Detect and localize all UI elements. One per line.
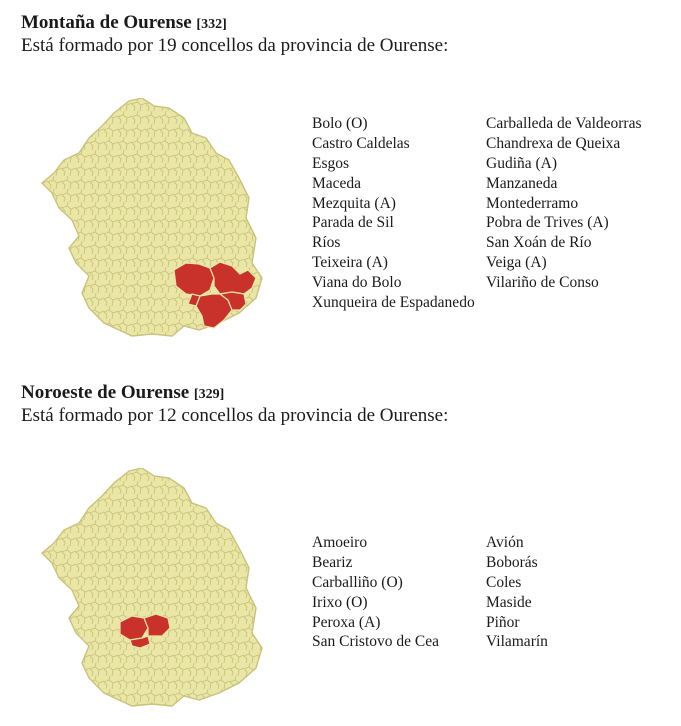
list-item: Maceda	[312, 174, 362, 192]
list-item: Mezquita (A)	[312, 194, 396, 212]
section-title-text: Montaña de Ourense	[21, 12, 192, 33]
section-count: [332]	[196, 17, 227, 32]
list-item: Gudiña (A)	[486, 154, 558, 172]
list-item: Maside	[486, 593, 532, 611]
section-noroeste-ourense	[21, 382, 671, 722]
list-item: Parada de Sil	[312, 214, 394, 232]
section-title-text: Noroeste de Ourense	[21, 382, 190, 403]
list-item: Carballiño (O)	[312, 573, 403, 591]
list-item: Pobra de Trives (A)	[486, 214, 609, 232]
section-description: Está formado por 12 concellos da provincia de Ourense:	[21, 405, 449, 426]
section-description: Está formado por 19 concellos da provincia de Ourense:	[21, 35, 449, 56]
galicia-map	[34, 468, 264, 708]
list-item: Chandrexa de Queixa	[486, 134, 621, 152]
list-item: Coles	[486, 573, 522, 591]
list-item: Vilamarín	[486, 633, 548, 651]
list-item: Avión	[486, 534, 524, 551]
galicia-map	[34, 98, 264, 338]
list-item: Esgos	[312, 154, 350, 172]
list-item: Boborás	[486, 553, 538, 571]
list-column-1	[312, 533, 439, 652]
list-item: Peroxa (A)	[312, 613, 381, 631]
list-item: Piñor	[486, 613, 520, 631]
section-title	[21, 12, 227, 36]
list-column-1	[312, 114, 475, 313]
list-item: San Xoán de Río	[486, 234, 592, 252]
list-item: Bolo (O)	[312, 115, 368, 132]
list-item: Ríos	[312, 234, 341, 252]
list-item: Beariz	[312, 553, 353, 571]
list-item: Vilariño de Conso	[486, 274, 599, 292]
list-item: Manzaneda	[486, 174, 558, 192]
list-item: Carballeda de Valdeorras	[486, 115, 642, 132]
list-column-2	[486, 533, 548, 652]
list-item: Viana do Bolo	[312, 274, 402, 292]
list-item: Veiga (A)	[486, 254, 547, 272]
list-item: Xunqueira de Espadanedo	[312, 294, 475, 312]
list-item: Irixo (O)	[312, 593, 368, 611]
list-item: Montederramo	[486, 194, 579, 212]
section-montana-ourense	[21, 12, 671, 342]
list-item: San Cristovo de Cea	[312, 633, 439, 651]
list-item: Teixeira (A)	[312, 254, 388, 272]
section-title	[21, 382, 224, 406]
list-column-2	[486, 114, 642, 293]
list-item: Amoeiro	[312, 534, 368, 551]
section-count: [329]	[193, 387, 225, 402]
list-item: Castro Caldelas	[312, 134, 410, 152]
